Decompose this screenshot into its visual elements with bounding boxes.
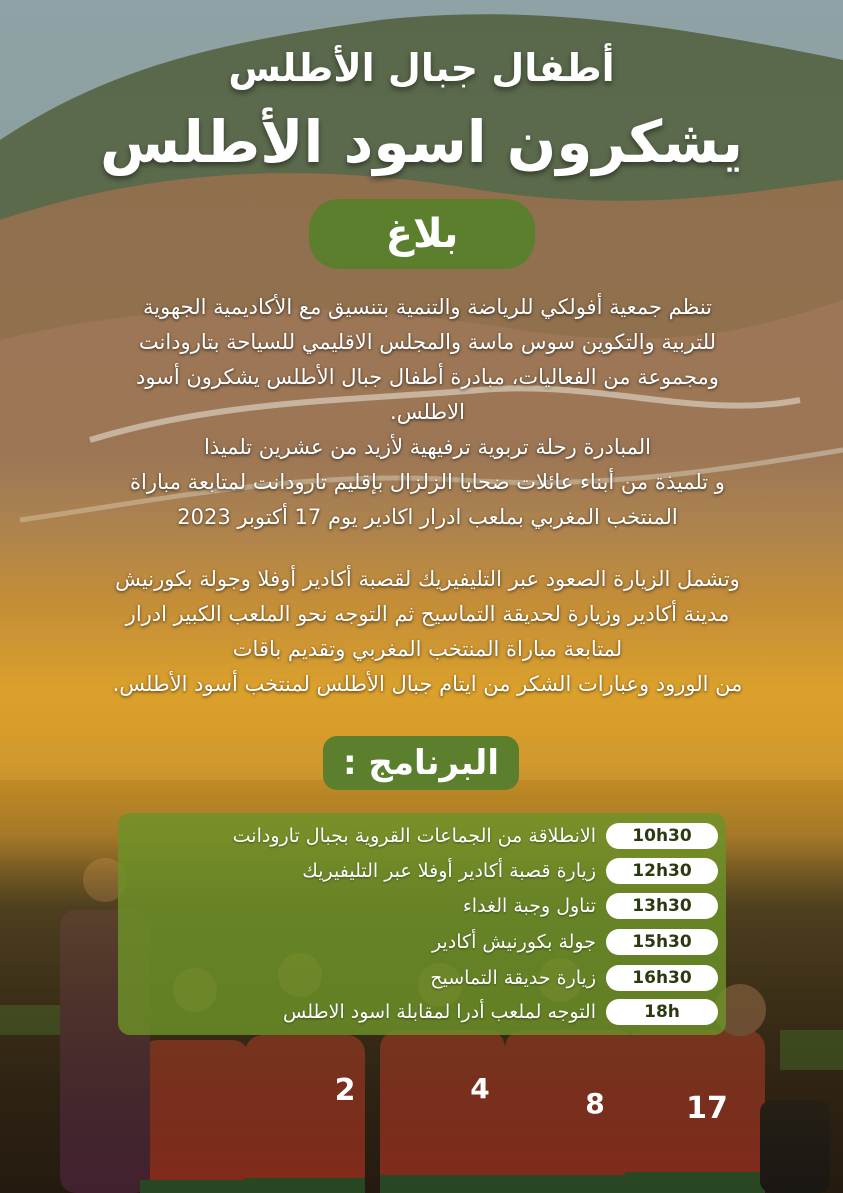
paragraph-line: المنتخب المغربي بملعب ادرار اكادير يوم 17 أكتوبر 2023 [177,505,678,529]
jersey-number-17: 17 [686,1091,728,1126]
paragraph-line: و تلميذة من أبناء عائلات ضحايا الزلزال بإقليم تارودانت لمتابعة مباراة [130,470,725,494]
paragraph-line: من الورود وعبارات الشكر من ايتام جبال الأطلس لمنتخب أسود الأطلس. [112,672,743,696]
schedule-activity: زيارة قصبة أكادير أوفلا عبر التليفيريك [302,860,596,882]
jersey-number-4: 4 [470,1072,490,1105]
schedule-activity: زيارة حديقة التماسيح [430,967,596,989]
schedule-time: 15h30 [606,929,718,955]
schedule-time: 16h30 [606,965,718,991]
schedule-time: 10h30 [606,823,718,849]
paragraph-line: الاطلس. [390,400,465,424]
announcement-paragraph-1 [60,290,795,535]
jersey-number-2: 2 [334,1073,356,1108]
jersey-number-8: 8 [585,1087,605,1120]
program-title: البرنامج : [323,736,519,790]
schedule-row [118,856,726,886]
schedule-time: 18h [606,999,718,1025]
schedule-activity: تناول وجبة الغداء [462,895,596,917]
paragraph-line: للتربية والتكوين سوس ماسة والمجلس الاقليمي للسياحة بتارودانت [138,330,717,354]
schedule-row [118,821,726,851]
paragraph-line: لمتابعة مباراة المنتخب المغربي وتقديم باقات [232,637,623,661]
schedule-row [118,927,726,957]
announcement-paragraph-2 [60,562,795,702]
schedule-time: 13h30 [606,893,718,919]
paragraph-line: مدينة أكادير وزيارة لحديقة التماسيح ثم التوجه نحو الملعب الكبير ادرار [125,602,730,626]
headline-line-1: أطفال جبال الأطلس [228,46,615,90]
paragraph-line: المبادرة رحلة تربوية ترفيهية لأزيد من عشرين تلميذا [203,435,651,459]
schedule-row [118,997,726,1027]
schedule-time: 12h30 [606,858,718,884]
schedule-row [118,891,726,921]
headline-line-2: يشكرون اسود الأطلس [100,108,743,176]
schedule-row [118,963,726,993]
schedule-activity: التوجه لملعب أدرا لمقابلة اسود الاطلس [283,1001,596,1023]
announcement-badge: بلاغ [309,199,535,269]
schedule-box [118,813,726,1035]
paragraph-line: ومجموعة من الفعاليات، مبادرة أطفال جبال الأطلس يشكرون أسود [136,365,719,389]
schedule-activity: جولة بكورنيش أكادير [432,931,596,953]
paragraph-line: تنظم جمعية أفولكي للرياضة والتنمية بتنسيق مع الأكاديمية الجهوية [143,295,712,319]
paragraph-line: وتشمل الزيارة الصعود عبر التليفيريك لقصبة أكادير أوفلا وجولة بكورنيش [115,567,740,591]
schedule-activity: الانطلاقة من الجماعات القروية بجبال تارودانت [232,825,596,847]
